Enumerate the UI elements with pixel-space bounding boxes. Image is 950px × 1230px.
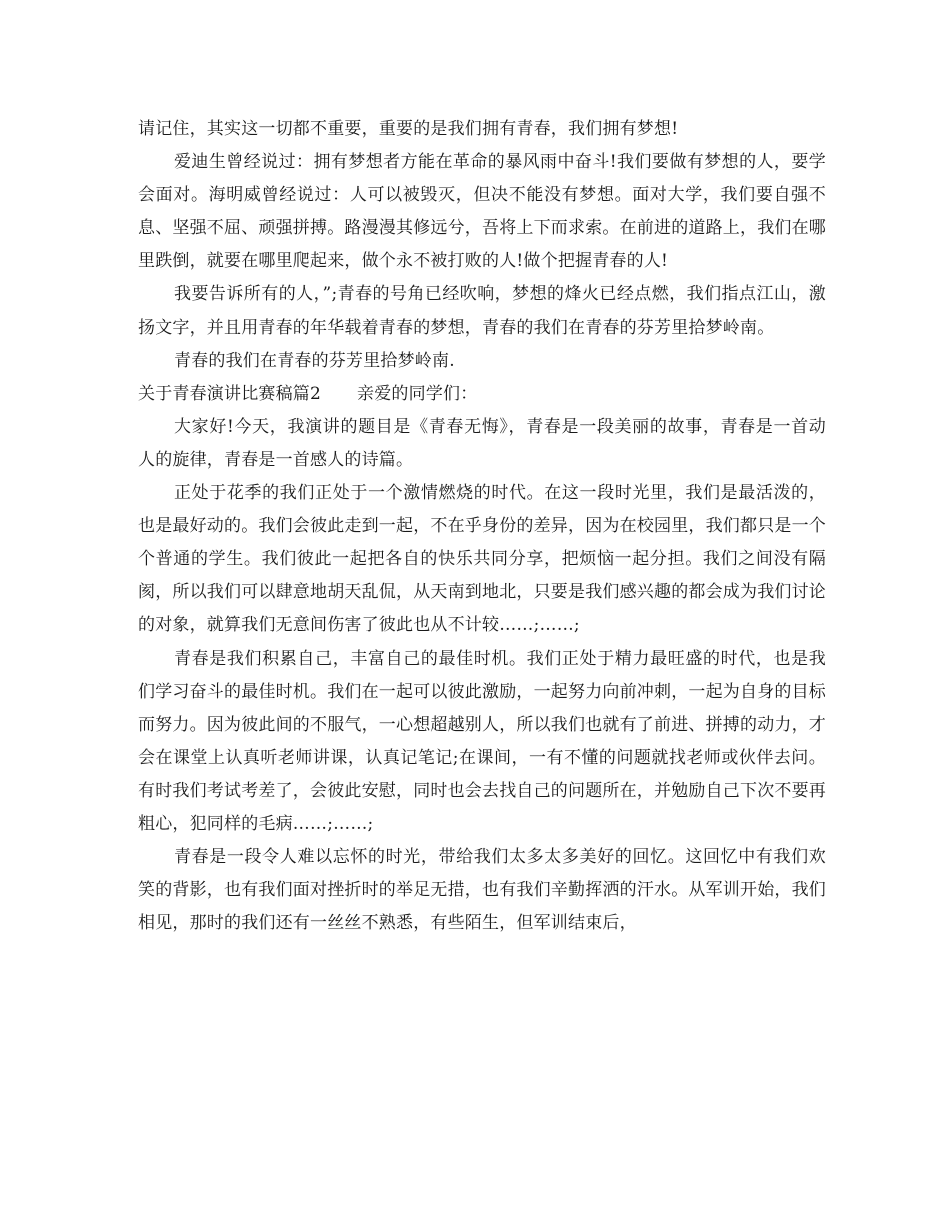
paragraph: 青春是一段令人难以忘怀的时光，带给我们太多太多美好的回忆。这回忆中有我们欢笑的背影，也有我们面对挫折时的举足无措，也有我们辛勤挥洒的汗水。从军训开始，我们相见，那时的我们还有一丝丝不熟悉，有些陌生，但军训结束后，	[138, 847, 826, 934]
salutation: 亲爱的同学们：	[357, 383, 478, 404]
section-title: 关于青春演讲比赛稿篇2	[138, 383, 322, 404]
paragraph: 青春是我们积累自己，丰富自己的最佳时机。我们正处于精力最旺盛的时代，也是我们学习奋斗的最佳时机。我们在一起可以彼此激励，一起努力向前冲刺，一起为自身的目标而努力。因为彼此间的不服气，一心想超越别人，所以我们也就有了前进、拼搏的动力，才会在课堂上认真听老师讲课，认真记笔记;在课间，一有不懂的问题就找老师或伙伴去问。有时我们考试考差了，会彼此安慰，同时也会去找自己的问题所在，并勉励自己下次不要再粗心，犯同样的毛病……;……;	[138, 648, 826, 834]
section-heading	[138, 378, 826, 411]
document-body	[138, 113, 826, 940]
paragraph: 青春的我们在青春的芬芳里拾梦岭南.	[174, 350, 455, 371]
paragraph: 大家好!今天，我演讲的题目是《青春无悔》，青春是一段美丽的故事，青春是一首动人的旋律，青春是一首感人的诗篇。	[138, 416, 826, 470]
paragraph: 爱迪生曾经说过：拥有梦想者方能在革命的暴风雨中奋斗!我们要做有梦想的人，要学会面对。海明威曾经说过：人可以被毁灭，但决不能没有梦想。面对大学，我们要自强不息、坚强不屈、顽强拼搏。路漫漫其修远兮，吾将上下而求索。在前进的道路上，我们在哪里跌倒，就要在哪里爬起来，做个永不被打败的人!做个把握青春的人!	[138, 152, 826, 272]
paragraph: 请记住，其实这一切都不重要，重要的是我们拥有青春，我们拥有梦想!	[138, 119, 679, 139]
paragraph: 正处于花季的我们正处于一个激情燃烧的时代。在这一段时光里，我们是最活泼的，也是最好动的。我们会彼此走到一起，不在乎身份的差异，因为在校园里，我们都只是一个个普通的学生。我们彼此一起把各自的快乐共同分享，把烦恼一起分担。我们之间没有隔阂，所以我们可以肆意地胡天乱侃，从天南到地北，只要是我们感兴趣的都会成为我们讨论的对象，就算我们无意间伤害了彼此也从不计较……;……;	[138, 483, 826, 636]
paragraph: 我要告诉所有的人，”;青春的号角已经吹响，梦想的烽火已经点燃，我们指点江山，激扬文字，并且用青春的年华载着青春的梦想，青春的我们在青春的芬芳里拾梦岭南。	[138, 284, 826, 338]
